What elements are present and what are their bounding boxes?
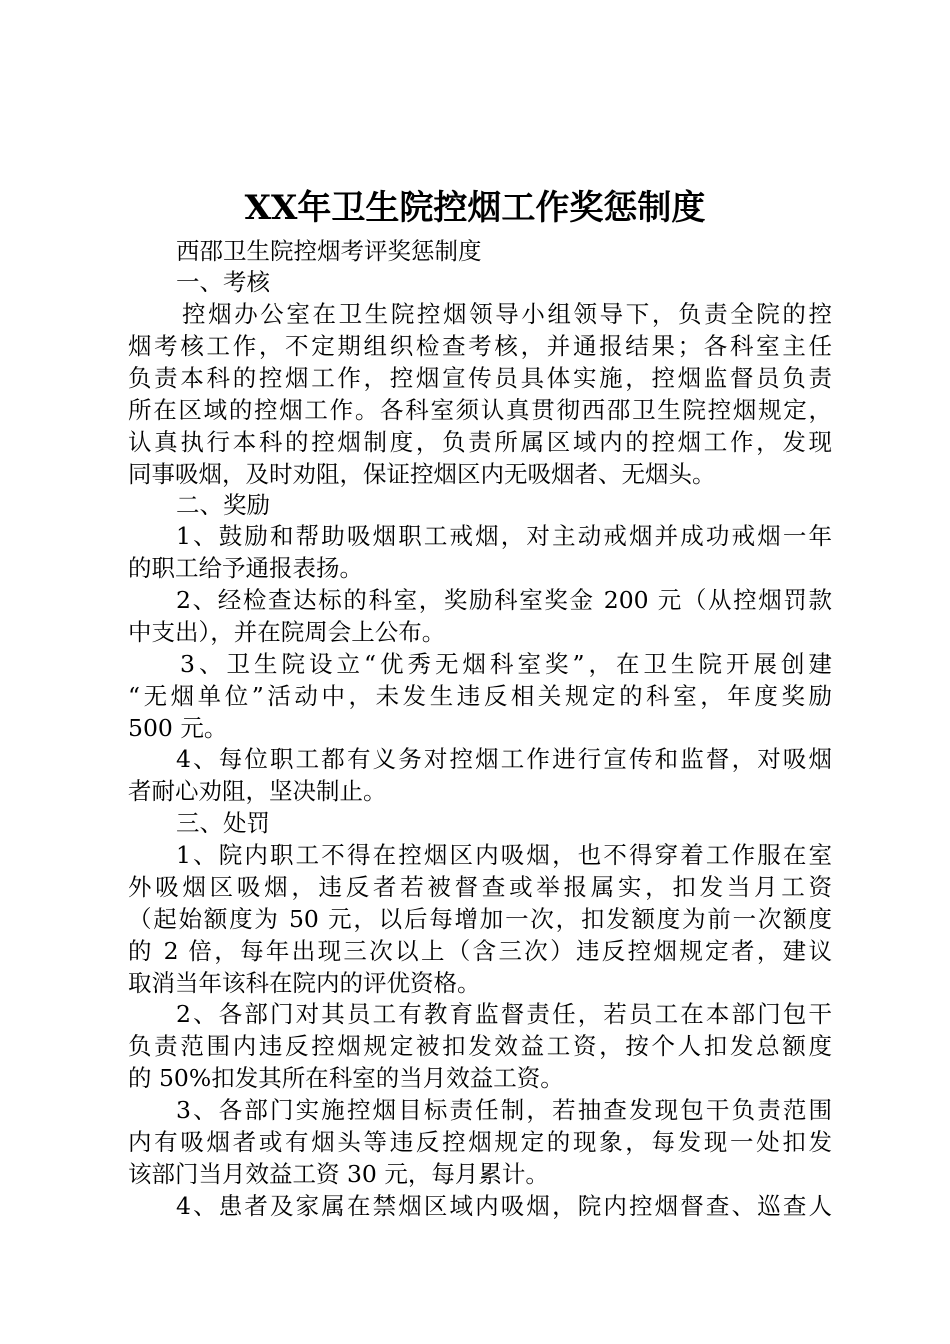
paragraph-line: 的 50%扣发其所在科室的当月效益工资。 (128, 1064, 564, 1092)
paragraph-line: 4、每位职工都有义务对控烟工作进行宣传和监督，对吸烟 (176, 745, 832, 773)
paragraph-line: 内有吸烟者或有烟头等违反控烟规定的现象，每发现一处扣发 (128, 1128, 832, 1156)
paragraph-line: 2、各部门对其员工有教育监督责任，若员工在本部门包干 (176, 1000, 832, 1028)
paragraph-line: （起始额度为 50 元，以后每增加一次，扣发额度为前一次额度 (128, 905, 832, 933)
paragraph-line: 的 2 倍，每年出现三次以上（含三次）违反控烟规定者，建议 (128, 937, 832, 965)
paragraph-line: 500 元。 (128, 714, 228, 742)
paragraph-line: 控烟办公室在卫生院控烟领导小组领导下，负责全院的控 (182, 300, 832, 328)
section-heading-penalty: 三、处罚 (176, 809, 270, 837)
paragraph-line: 4、患者及家属在禁烟区域内吸烟，院内控烟督查、巡查人 (176, 1192, 832, 1220)
paragraph-line: 外吸烟区吸烟，违反者若被督查或举报属实，扣发当月工资 (128, 873, 832, 901)
paragraph-line: 该部门当月效益工资 30 元，每月累计。 (128, 1160, 549, 1188)
paragraph-line: 同事吸烟，及时劝阻，保证控烟区内无吸烟者、无烟头。 (128, 460, 716, 488)
paragraph-line: 中支出），并在院周会上公布。 (128, 618, 446, 646)
paragraph-line: 3、各部门实施控烟目标责任制，若抽查发现包干负责范围 (176, 1096, 832, 1124)
paragraph-line: 1、鼓励和帮助吸烟职工戒烟，对主动戒烟并成功戒烟一年 (176, 522, 832, 550)
paragraph-line: 者耐心劝阻，坚决制止。 (128, 777, 387, 805)
subtitle-line: 西邵卫生院控烟考评奖惩制度 (176, 237, 482, 265)
paragraph-line: 认真执行本科的控烟制度，负责所属区域内的控烟工作，发现 (128, 428, 832, 456)
paragraph-line: 3、卫生院设立“优秀无烟科室奖”，在卫生院开展创建 (180, 650, 832, 678)
paragraph-line: 负责本科的控烟工作，控烟宣传员具体实施，控烟监督员负责 (128, 364, 832, 392)
document-title: XX年卫生院控烟工作奖惩制度 (244, 188, 706, 228)
paragraph-line: 所在区域的控烟工作。各科室须认真贯彻西邵卫生院控烟规定， (128, 396, 832, 424)
paragraph-line: 1、院内职工不得在控烟区内吸烟，也不得穿着工作服在室 (176, 841, 832, 869)
paragraph-line: “无烟单位”活动中，未发生违反相关规定的科室，年度奖励 (128, 682, 832, 710)
paragraph-line: 烟考核工作，不定期组织检查考核，并通报结果；各科室主任 (128, 332, 832, 360)
section-heading-reward: 二、奖励 (176, 491, 270, 519)
paragraph-line: 2、经检查达标的科室，奖励科室奖金 200 元（从控烟罚款 (176, 586, 832, 614)
paragraph-line: 负责范围内违反控烟规定被扣发效益工资，按个人扣发总额度 (128, 1032, 832, 1060)
paragraph-line: 的职工给予通报表扬。 (128, 554, 363, 582)
section-heading-assessment: 一、考核 (176, 268, 270, 296)
paragraph-line: 取消当年该科在院内的评优资格。 (128, 969, 481, 997)
